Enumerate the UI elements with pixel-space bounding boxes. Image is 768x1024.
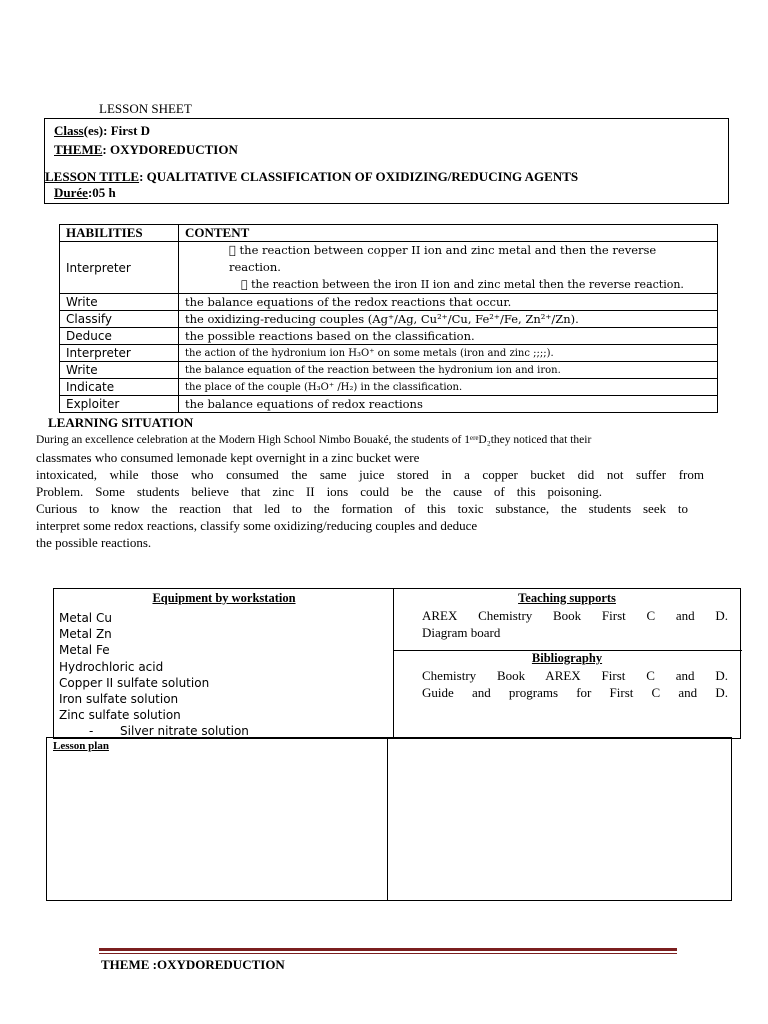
- habilities-table: [59, 224, 718, 413]
- table-row: [60, 345, 718, 362]
- bullet-line: the reaction between copper II ion and zinc metal and then the reverse reaction.: [229, 243, 702, 257]
- duree-value: :05 h: [87, 185, 116, 200]
- paragraph-line: the possible reactions.: [36, 535, 152, 550]
- column-header-habilities: HABILITIES: [60, 225, 179, 242]
- duree-line: [54, 185, 116, 201]
- table-row: [60, 294, 718, 311]
- lesson-title-line: [45, 169, 578, 185]
- content-cell: the oxidizing-reducing couples (Ag⁺/Ag, Cu²⁺/Cu, Fe²⁺/Fe, Zn²⁺/Zn).: [179, 311, 718, 328]
- table-row: [60, 396, 718, 413]
- list-item: Zinc sulfate solution: [59, 708, 181, 723]
- skill-cell: Write: [60, 294, 179, 311]
- document-title: LESSON SHEET: [99, 101, 192, 116]
- skill-cell: Interpreter: [60, 345, 179, 362]
- content-cell: the action of the hydronium ion H₃O⁺ on some metals (iron and zinc ;;;;).: [179, 345, 718, 362]
- teaching-supports-title: Teaching supports: [518, 591, 616, 605]
- content-cell: the balance equation of the reaction between the hydronium ion and iron.: [179, 362, 718, 379]
- skill-cell: Deduce: [60, 328, 179, 345]
- bibliography-title: Bibliography: [531, 651, 603, 665]
- lesson-plan-divider: [387, 738, 388, 900]
- paragraph-line: interpret some redox reactions, classify some oxidizing/reducing couples and deduce: [36, 518, 478, 533]
- theme-label: THEME: [54, 142, 103, 157]
- list-item: Metal Cu: [59, 611, 112, 625]
- list-item: Metal Zn: [59, 627, 112, 642]
- equipment-supports-box: [53, 588, 741, 739]
- paragraph-line: During an excellence celebration at the Modern High School Nimbo Bouaké, the students of 1ᵉʳᵉD₂they noticed that their: [36, 434, 592, 446]
- theme-value: : OXYDOREDUCTION: [102, 142, 238, 157]
- equipment-list: [59, 610, 249, 740]
- content-cell: the place of the couple (H₃O⁺ /H₂) in the classification.: [179, 379, 718, 396]
- paragraph-line: Curious to know the reaction that led to the formation of this toxic substance, the students seek to: [36, 501, 688, 516]
- lesson-title-label: LESSON TITLE: [45, 169, 140, 184]
- table-header-row: [60, 225, 718, 242]
- footer-rule-thin: [99, 953, 677, 954]
- content-cell: the balance equations of redox reactions: [179, 396, 718, 413]
- learning-situation-text: [36, 432, 704, 551]
- list-item: Metal Fe: [59, 643, 110, 658]
- table-row: [60, 242, 718, 294]
- skill-cell: Exploiter: [60, 396, 179, 413]
- lesson-header-box: [44, 118, 729, 204]
- class-line: [54, 123, 150, 139]
- bibliography-line: Guide and programs for First C and D.: [422, 685, 728, 700]
- paragraph-line: classmates who consumed lemonade kept overnight in a zinc bucket were: [36, 450, 420, 465]
- teaching-supports-line: AREX Chemistry Book First C and D.: [422, 608, 728, 623]
- content-cell: the possible reactions based on the classification.: [179, 328, 718, 345]
- skill-cell: Indicate: [60, 379, 179, 396]
- skill-cell: Interpreter: [60, 242, 179, 294]
- equipment-panel: [54, 589, 394, 738]
- list-item: - Silver nitrate solution: [89, 724, 249, 739]
- teaching-supports-line: [422, 624, 728, 641]
- duree-label: Durée: [54, 185, 88, 200]
- lesson-title-value: : QUALITATIVE CLASSIFICATION OF OXIDIZING/REDUCING AGENTS: [139, 169, 579, 184]
- list-item: Hydrochloric acid: [59, 659, 164, 674]
- theme-line: [54, 142, 238, 158]
- class-value: (es): First D: [83, 123, 151, 138]
- bibliography-line: Chemistry Book AREX First C and D.: [422, 668, 728, 683]
- column-header-content: CONTENT: [179, 225, 718, 242]
- table-row: [60, 328, 718, 345]
- class-label: Class: [54, 123, 84, 138]
- content-cell: the balance equations of the redox reactions that occur.: [179, 294, 718, 311]
- paragraph-line: Problem. Some students believe that zinc II ions could be the cause of this poisoning.: [36, 484, 602, 499]
- content-cell: [179, 242, 718, 294]
- table-row: [60, 311, 718, 328]
- equipment-title: Equipment by workstation: [152, 591, 296, 605]
- skill-cell: Classify: [60, 311, 179, 328]
- table-row: [60, 362, 718, 379]
- skill-cell: Write: [60, 362, 179, 379]
- table-row: [60, 379, 718, 396]
- diagram-board-text: Diagram board: [422, 625, 501, 640]
- footer-rule: [99, 948, 677, 951]
- paragraph-line: intoxicated, while those who consumed the same juice stored in a copper bucket did not suffer from: [36, 467, 704, 482]
- bullet-line: the reaction between the iron II ion and zinc metal then the reverse reaction.: [241, 261, 674, 274]
- lesson-plan-label: Lesson plan: [53, 740, 109, 752]
- lesson-plan-box: [46, 737, 732, 901]
- list-item: Copper II sulfate solution: [59, 675, 210, 690]
- learning-situation-title: LEARNING SITUATION: [48, 415, 194, 430]
- footer-theme: THEME :OXYDOREDUCTION: [101, 957, 285, 972]
- list-item: Iron sulfate solution: [59, 692, 179, 707]
